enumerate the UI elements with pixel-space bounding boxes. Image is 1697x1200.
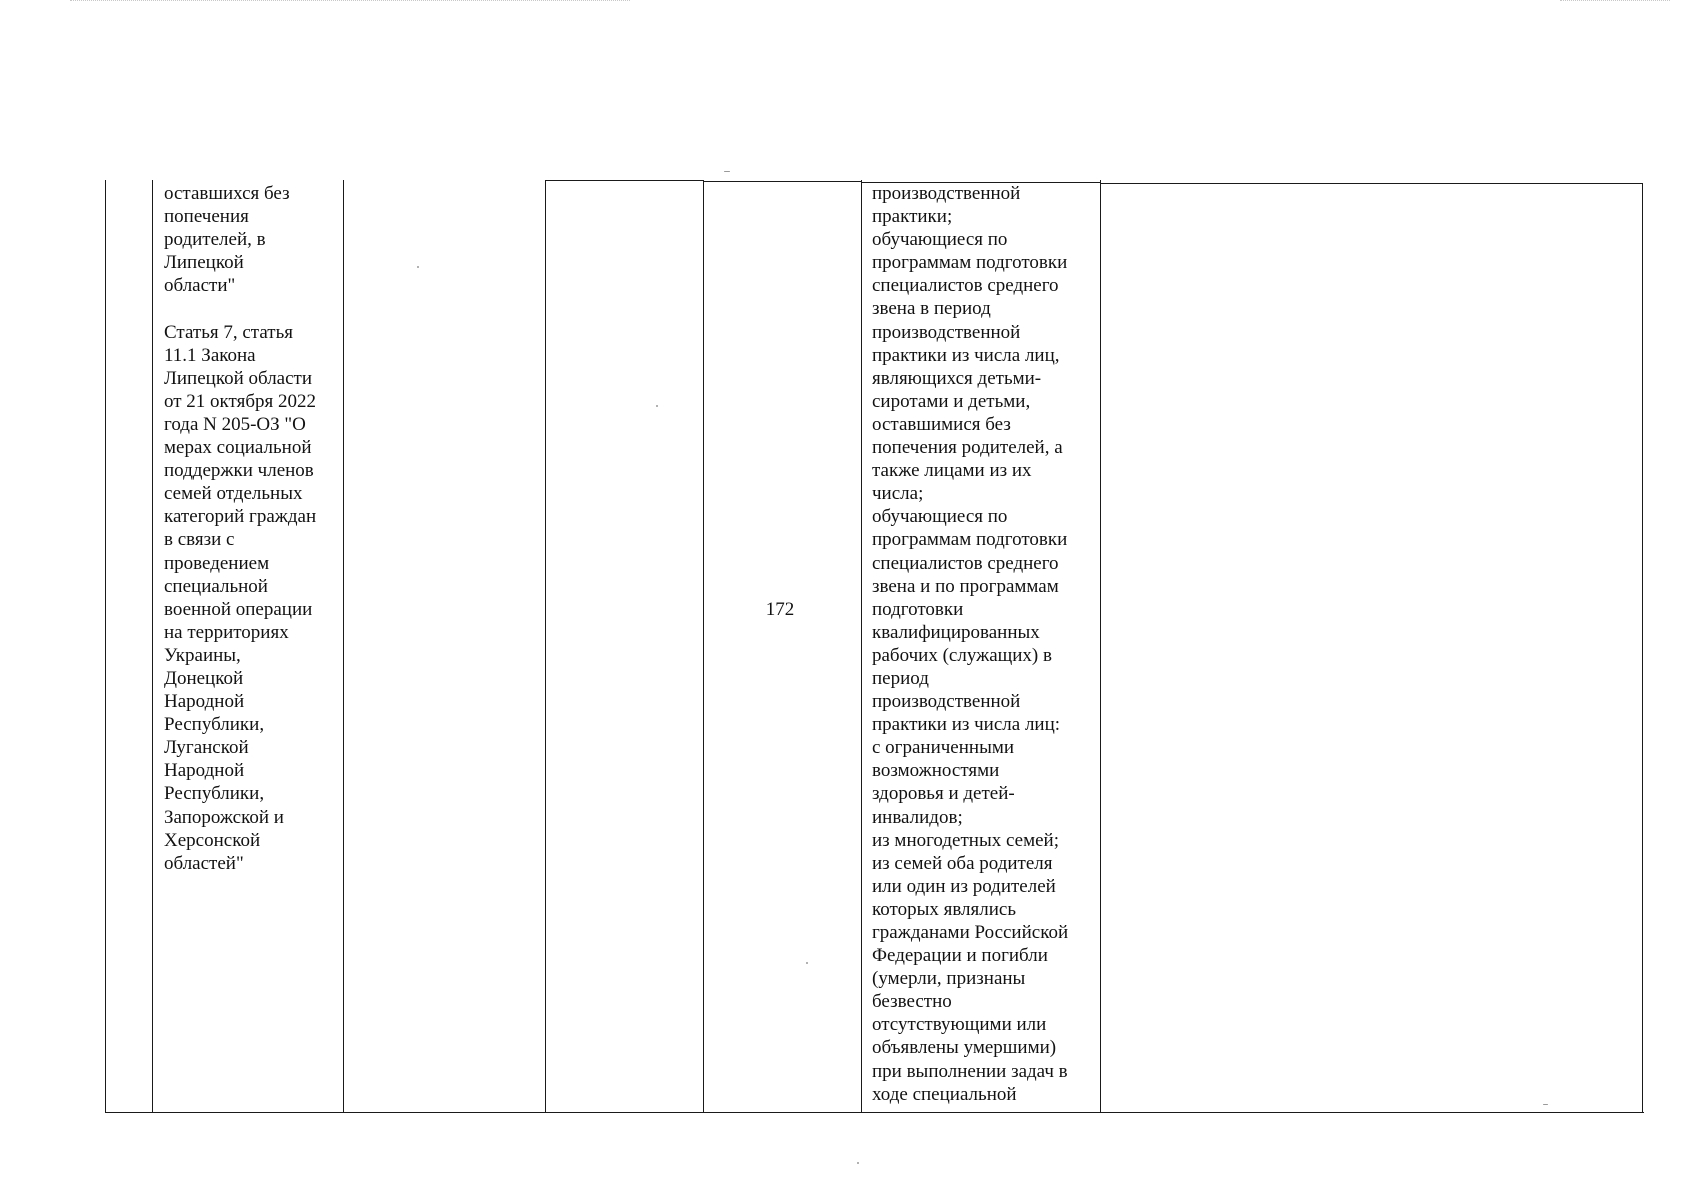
scan-speck (857, 1162, 859, 1164)
scan-speck (806, 962, 808, 964)
column-divider (545, 180, 546, 1112)
cell-top-border (703, 181, 861, 182)
scan-edge-marks (1560, 0, 1670, 5)
column-divider (703, 180, 704, 1112)
column-divider (861, 180, 862, 1112)
scan-edge-marks (70, 0, 630, 5)
column-divider (152, 180, 153, 1112)
cell-top-border (1100, 183, 1643, 184)
count-cell-value: 172 (765, 599, 795, 620)
column-divider (1100, 180, 1101, 1112)
recipient-category-cell-text: производственной практики; обучающиеся по программам подготовки специалистов среднего звена в период производственной практики из числа лиц, являющихся детьми- сиротами и детьми, оставшимися без попечения родителей, а также лицами из их числа; обучающиеся по программам подготовки специалистов среднего звена и по программам подготовки квалифицированных рабочих (служащих) в период производственной практики из числа лиц: с ограниченными возможностями здоровья и детей- инвалидов; из многодетных семей; из семей оба родителя или один из родителей которых являлись гражданами Российской Федерации и погибли (умерли, признаны безвестно отсутствующими или объявлены умершими) при выполнении задач в ходе специальной (872, 183, 1069, 1105)
scan-speck (417, 266, 419, 268)
cell-top-border (545, 180, 703, 181)
scan-speck (724, 171, 730, 172)
table-border-right (1642, 183, 1643, 1112)
scan-speck (1543, 1104, 1548, 1105)
legal-basis-cell-text: оставшихся без попечения родителей, в Липецкой области" Статья 7, статья 11.1 Закона Липецкой области от 21 октября 2022 года N 205-ОЗ "О мерах социальной поддержки членов семей отдельных категорий граждан в связи с проведением специальной военной операции на территориях Украины, Донецкой Народной Республики, Луганской Народной Республики, Запорожской и Херсонской областей" (164, 183, 317, 874)
scan-speck (656, 405, 658, 407)
table-border-left (105, 180, 106, 1112)
